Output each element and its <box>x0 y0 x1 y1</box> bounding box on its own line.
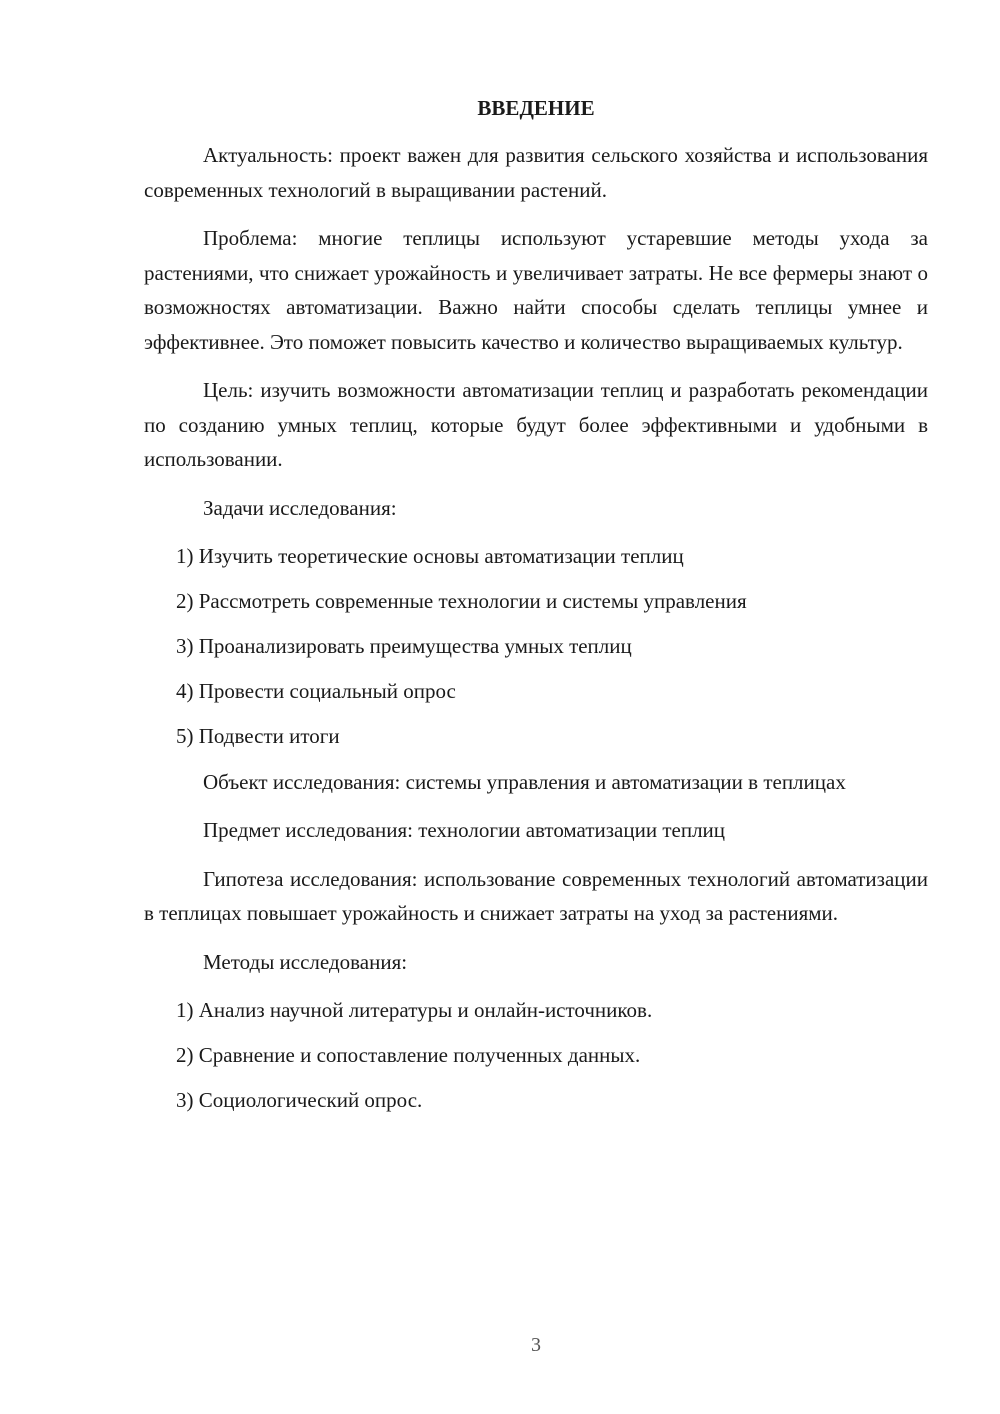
task-item: 4) Провести социальный опрос <box>176 678 456 703</box>
method-item: 2) Сравнение и сопоставление полученных данных. <box>176 1042 641 1067</box>
page-title: ВВЕДЕНИЕ <box>477 96 595 120</box>
task-item: 1) Изучить теоретические основы автоматизации теплиц <box>176 543 684 568</box>
method-item: 1) Анализ научной литературы и онлайн-источников. <box>176 997 653 1022</box>
task-item: 2) Рассмотреть современные технологии и системы управления <box>176 588 747 613</box>
goal-paragraph: Цель: изучить возможности автоматизации теплиц и разработать рекомендации по созданию умных теплиц, которые будут более эффективными и удобными в использовании. <box>144 378 928 472</box>
page-number: 3 <box>531 1334 541 1356</box>
method-item: 3) Социологический опрос. <box>176 1087 423 1112</box>
hypothesis-paragraph: Гипотеза исследования: использование современных технологий автоматизации в теплицах повышает урожайность и снижает затраты на уход за растениями. <box>144 866 928 926</box>
methods-heading: Методы исследования: <box>203 949 408 974</box>
relevance-paragraph: Актуальность: проект важен для развития сельского хозяйства и использования современных технологий в выращивании растений. <box>144 143 928 202</box>
tasks-list <box>144 539 928 753</box>
methods-list <box>144 993 928 1117</box>
task-item: 5) Подвести итоги <box>176 723 340 748</box>
subject-paragraph: Предмет исследования: технологии автоматизации теплиц <box>203 818 726 843</box>
object-paragraph: Объект исследования: системы управления и автоматизации в теплицах <box>203 769 846 794</box>
tasks-heading: Задачи исследования: <box>203 495 397 520</box>
page-content <box>144 95 928 1129</box>
task-item: 3) Проанализировать преимущества умных теплиц <box>176 633 632 658</box>
problem-paragraph: Проблема: многие теплицы используют устаревшие методы ухода за растениями, что снижает урожайность и увеличивает затраты. Не все фермеры знают о возможностях автоматизации. Важно найти способы сделать теплицы умнее и эффективнее. Это поможет повысить качество и количество выращиваемых культур. <box>144 226 928 354</box>
